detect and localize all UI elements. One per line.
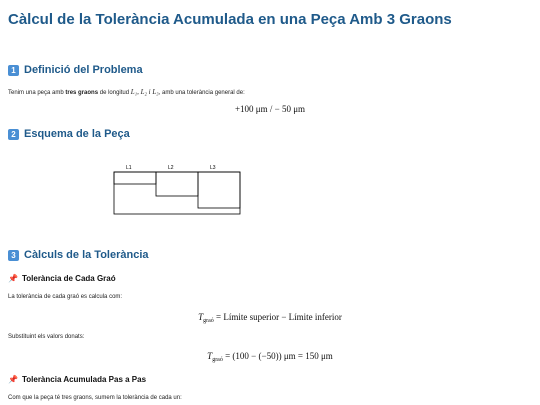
- section-heading-label: Definició del Problema: [24, 64, 143, 76]
- pin-icon: 📌: [8, 375, 18, 384]
- substitute-paragraph: Substituint els valors donats:: [8, 334, 85, 340]
- pin-icon: 📌: [8, 274, 18, 283]
- text-segment: , amb una tolerància general de:: [158, 90, 245, 96]
- subheading-step-tolerance: [8, 274, 116, 283]
- accumulated-paragraph: Com que la peça té tres graons, sumem la tolerància de cada un:: [8, 395, 182, 401]
- section-heading-calc: [8, 249, 149, 261]
- formula-expression: = (100 − (−50)) μm = 150 μm: [225, 351, 333, 361]
- bold-text: tres graons: [65, 90, 99, 96]
- formula-step-tolerance: [0, 312, 540, 324]
- text-segment: de longitud: [98, 90, 131, 96]
- formula-subscript: graó: [212, 357, 223, 363]
- section-heading-label: Esquema de la Peça: [24, 128, 130, 140]
- keycap-two-icon: 2: [8, 129, 19, 140]
- formula-subscript: graó: [203, 318, 214, 324]
- formula-expression: = Límite superior − Límite inferior: [216, 312, 342, 322]
- step-2: [156, 172, 198, 196]
- subheading-accumulated-tolerance: [8, 375, 146, 384]
- tolerance-formula: +100 μm / − 50 μm: [234, 104, 306, 114]
- section-heading-label: Càlculs de la Tolerància: [24, 249, 149, 261]
- formula-step-value: [0, 351, 540, 363]
- text-segment: Tenim una peça amb: [8, 90, 66, 96]
- formula-symbol: T: [198, 312, 204, 322]
- label-l3: L3: [210, 165, 216, 171]
- keycap-one-icon: 1: [8, 65, 19, 76]
- step-paragraph: La tolerància de cada graó es calcula com:: [8, 294, 123, 300]
- math-variables: L₁, L₂ i L₃: [130, 88, 159, 96]
- label-l2: L2: [168, 165, 174, 171]
- label-l1: L1: [126, 165, 132, 171]
- subheading-label: Tolerància de Cada Graó: [21, 274, 116, 283]
- formula-symbol: T: [207, 351, 213, 361]
- page-title: Càlcul de la Tolerància Acumulada en una Peça Amb 3 Graons: [8, 11, 452, 28]
- keycap-three-icon: 3: [8, 250, 19, 261]
- subheading-label: Tolerància Acumulada Pas a Pas: [21, 375, 147, 384]
- step-3: [198, 172, 240, 208]
- step-1: [114, 172, 156, 184]
